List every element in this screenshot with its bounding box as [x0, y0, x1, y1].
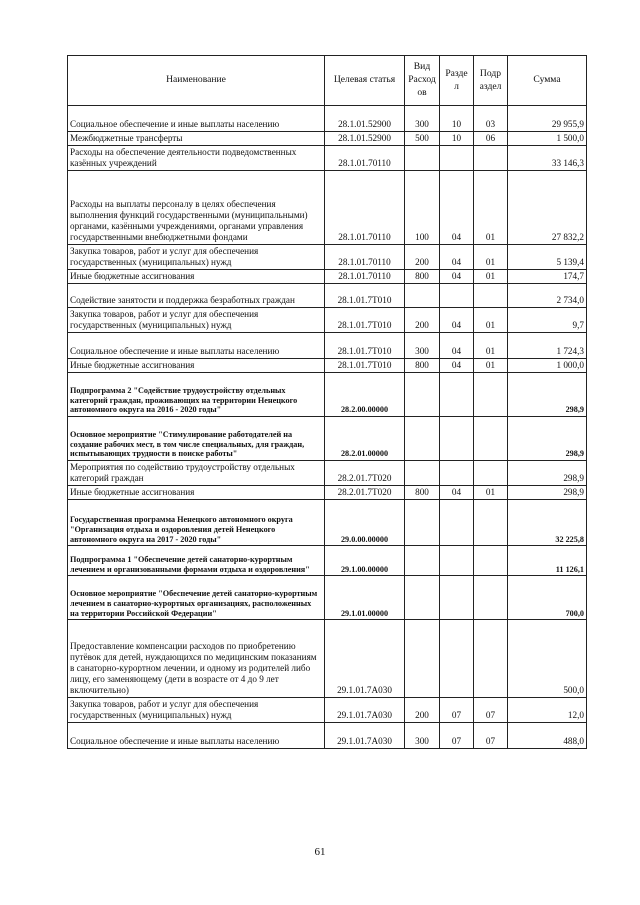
- table-cell-subsection: 01: [474, 333, 508, 359]
- table-cell-name: Закупка товаров, работ и услуг для обеспечения государственных (муниципальных) нужд: [68, 698, 325, 723]
- table-cell-type: 500: [405, 132, 440, 146]
- table-cell-type: [405, 461, 440, 486]
- table-cell-type: [405, 284, 440, 308]
- table-cell-subsection: 01: [474, 270, 508, 284]
- table-cell-section: [440, 461, 474, 486]
- table-cell-section: 04: [440, 486, 474, 500]
- table-cell-section: [440, 373, 474, 417]
- table-cell-section: 07: [440, 698, 474, 723]
- header-row: [68, 56, 587, 106]
- table-cell-type: 300: [405, 106, 440, 132]
- table-cell-name: Расходы на выплаты персоналу в целях обеспечения выполнения функций государственными (муниципальными) органами, казёнными учреждениями, органами управления государственными внебюджетными фондами: [68, 171, 325, 245]
- table-cell-name: Расходы на обеспечение деятельности подведомственных казённых учреждений: [68, 146, 325, 171]
- table-cell-sum: 298,9: [508, 486, 587, 500]
- table-row: [68, 461, 587, 486]
- table-cell-section: [440, 546, 474, 576]
- table-cell-target: 28.1.01.70110: [325, 270, 405, 284]
- table-cell-name: Иные бюджетные ассигнования: [68, 359, 325, 373]
- table-cell-name: Мероприятия по содействию трудоустройству отдельных категорий граждан: [68, 461, 325, 486]
- table-cell-sum: 27 832,2: [508, 171, 587, 245]
- table-row: [68, 308, 587, 333]
- table-cell-name: Основное мероприятие "Стимулирование работодателей на создание рабочих мест, в том числе специальных, для граждан, испытывающих трудности в поиске работы": [68, 417, 325, 461]
- table-cell-sum: 29 955,9: [508, 106, 587, 132]
- table-cell-target: 28.1.01.70110: [325, 171, 405, 245]
- table-cell-type: [405, 500, 440, 546]
- table-row: [68, 546, 587, 576]
- table-row: [68, 500, 587, 546]
- table-cell-sum: 32 225,8: [508, 500, 587, 546]
- table-cell-target: 28.1.01.7Т010: [325, 308, 405, 333]
- header-name: Наименование: [68, 56, 325, 106]
- table-cell-target: 28.1.01.7Т010: [325, 284, 405, 308]
- table-cell-type: 300: [405, 333, 440, 359]
- table-cell-target: 28.2.01.7Т020: [325, 486, 405, 500]
- table-cell-target: 29.1.01.7А030: [325, 698, 405, 723]
- table-cell-target: 28.2.00.00000: [325, 373, 405, 417]
- table-cell-target: 28.1.01.70110: [325, 245, 405, 270]
- table-row: [68, 171, 587, 245]
- table-cell-section: 07: [440, 723, 474, 749]
- table-cell-sum: 1 724,3: [508, 333, 587, 359]
- table-cell-sum: 1 500,0: [508, 132, 587, 146]
- table-cell-subsection: [474, 461, 508, 486]
- table-cell-name: Подпрограмма 1 "Обеспечение детей санаторно-курортным лечением и организованными формами отдыха и оздоровления": [68, 546, 325, 576]
- table-cell-name: Иные бюджетные ассигнования: [68, 486, 325, 500]
- table-cell-target: 29.1.01.7А030: [325, 723, 405, 749]
- table-cell-target: 28.1.01.52900: [325, 132, 405, 146]
- table-cell-subsection: 06: [474, 132, 508, 146]
- table-cell-sum: 174,7: [508, 270, 587, 284]
- table-cell-type: 200: [405, 308, 440, 333]
- table-cell-section: 04: [440, 359, 474, 373]
- table-cell-sum: 33 146,3: [508, 146, 587, 171]
- table-row: [68, 723, 587, 749]
- table-cell-section: 10: [440, 132, 474, 146]
- table-cell-sum: 1 000,0: [508, 359, 587, 373]
- table-cell-name: Содействие занятости и поддержка безработных граждан: [68, 284, 325, 308]
- table-cell-section: [440, 620, 474, 698]
- table-cell-target: 29.1.01.7А030: [325, 620, 405, 698]
- table-cell-section: 04: [440, 270, 474, 284]
- table-cell-target: 29.1.01.00000: [325, 576, 405, 620]
- table-cell-name: Иные бюджетные ассигнования: [68, 270, 325, 284]
- table-cell-sum: 2 734,0: [508, 284, 587, 308]
- table-cell-subsection: 07: [474, 698, 508, 723]
- table-cell-type: [405, 373, 440, 417]
- table-cell-sum: 298,9: [508, 417, 587, 461]
- table-cell-sum: 500,0: [508, 620, 587, 698]
- table-body: [68, 106, 587, 749]
- table-cell-section: 04: [440, 171, 474, 245]
- table-cell-type: 100: [405, 171, 440, 245]
- table-cell-target: 28.1.01.7Т010: [325, 359, 405, 373]
- table-cell-sum: 488,0: [508, 723, 587, 749]
- table-row: [68, 698, 587, 723]
- table-cell-target: 28.2.01.00000: [325, 417, 405, 461]
- table-cell-target: 28.1.01.70110: [325, 146, 405, 171]
- table-cell-type: 800: [405, 270, 440, 284]
- table-row: [68, 270, 587, 284]
- table-cell-section: [440, 500, 474, 546]
- table-row: [68, 106, 587, 132]
- table-cell-name: Предоставление компенсации расходов по приобретению путёвок для детей, нуждающихся по медицинским показаниям в санаторно-курортном лечении, и одному из родителей либо лицу, его заменяющему (дети в возрасте от 4 до 9 лет включительно): [68, 620, 325, 698]
- table-cell-type: [405, 546, 440, 576]
- table-row: [68, 146, 587, 171]
- header-sum: Сумма: [508, 56, 587, 106]
- table-cell-name: Социальное обеспечение и иные выплаты населению: [68, 106, 325, 132]
- table-row: [68, 245, 587, 270]
- table-cell-type: 300: [405, 723, 440, 749]
- table-row: [68, 576, 587, 620]
- table-row: [68, 359, 587, 373]
- table-cell-name: Закупка товаров, работ и услуг для обеспечения государственных (муниципальных) нужд: [68, 245, 325, 270]
- table-cell-subsection: 01: [474, 171, 508, 245]
- table-cell-target: 28.2.01.7Т020: [325, 461, 405, 486]
- table-cell-target: 29.1.00.00000: [325, 546, 405, 576]
- table-cell-name: Социальное обеспечение и иные выплаты населению: [68, 723, 325, 749]
- header-section: Разде л: [440, 56, 474, 106]
- table-cell-subsection: 01: [474, 359, 508, 373]
- table-cell-subsection: [474, 284, 508, 308]
- table-cell-type: 800: [405, 486, 440, 500]
- header-subsection: Подр аздел: [474, 56, 508, 106]
- table-cell-section: 10: [440, 106, 474, 132]
- table-cell-subsection: [474, 620, 508, 698]
- table-cell-subsection: [474, 146, 508, 171]
- table-cell-subsection: [474, 417, 508, 461]
- table-cell-sum: 700,0: [508, 576, 587, 620]
- table-cell-subsection: [474, 576, 508, 620]
- table-cell-type: 800: [405, 359, 440, 373]
- table-cell-subsection: 01: [474, 486, 508, 500]
- table-row: [68, 417, 587, 461]
- header-target: Целевая статья: [325, 56, 405, 106]
- table-cell-sum: 9,7: [508, 308, 587, 333]
- table-row: [68, 284, 587, 308]
- table-cell-type: [405, 417, 440, 461]
- table-cell-section: [440, 417, 474, 461]
- table-cell-target: 28.1.01.7Т010: [325, 333, 405, 359]
- table-cell-name: Закупка товаров, работ и услуг для обеспечения государственных (муниципальных) нужд: [68, 308, 325, 333]
- table-cell-type: [405, 146, 440, 171]
- table-cell-subsection: 07: [474, 723, 508, 749]
- table-cell-sum: 298,9: [508, 461, 587, 486]
- table-cell-sum: 11 126,1: [508, 546, 587, 576]
- table-cell-section: [440, 284, 474, 308]
- table-row: [68, 486, 587, 500]
- table-cell-subsection: [474, 546, 508, 576]
- table-cell-subsection: 01: [474, 308, 508, 333]
- table-cell-section: [440, 576, 474, 620]
- table-cell-subsection: 03: [474, 106, 508, 132]
- budget-table: [67, 55, 587, 749]
- table-row: [68, 373, 587, 417]
- table-cell-type: 200: [405, 245, 440, 270]
- table-row: [68, 132, 587, 146]
- table-cell-sum: 12,0: [508, 698, 587, 723]
- table-cell-name: Основное мероприятие "Обеспечение детей санаторно-курортным лечением в санаторно-курортных организациях, расположенных на территории Российской Федерации": [68, 576, 325, 620]
- table-cell-name: Подпрограмма 2 "Содействие трудоустройству отдельных категорий граждан, проживающих на территории Ненецкого автономного округа на 2016 - 2020 годы": [68, 373, 325, 417]
- header-type: Вид Расход ов: [405, 56, 440, 106]
- table-cell-subsection: [474, 500, 508, 546]
- table-cell-type: 200: [405, 698, 440, 723]
- table-cell-section: 04: [440, 333, 474, 359]
- table-cell-name: Государственная программа Ненецкого автономного округа "Организация отдыха и оздоровления детей Ненецкого автономного округа на 2017 - 2020 годы": [68, 500, 325, 546]
- table-cell-section: [440, 146, 474, 171]
- table-row: [68, 620, 587, 698]
- table-cell-sum: 298,9: [508, 373, 587, 417]
- table-cell-type: [405, 576, 440, 620]
- table-cell-section: 04: [440, 308, 474, 333]
- table-cell-target: 29.0.00.00000: [325, 500, 405, 546]
- table-cell-type: [405, 620, 440, 698]
- table-cell-target: 28.1.01.52900: [325, 106, 405, 132]
- table-row: [68, 333, 587, 359]
- table-cell-name: Социальное обеспечение и иные выплаты населению: [68, 333, 325, 359]
- table-cell-section: 04: [440, 245, 474, 270]
- table-cell-name: Межбюджетные трансферты: [68, 132, 325, 146]
- table-cell-subsection: [474, 373, 508, 417]
- table-cell-subsection: 01: [474, 245, 508, 270]
- page-number: 61: [314, 846, 326, 858]
- table-cell-sum: 5 139,4: [508, 245, 587, 270]
